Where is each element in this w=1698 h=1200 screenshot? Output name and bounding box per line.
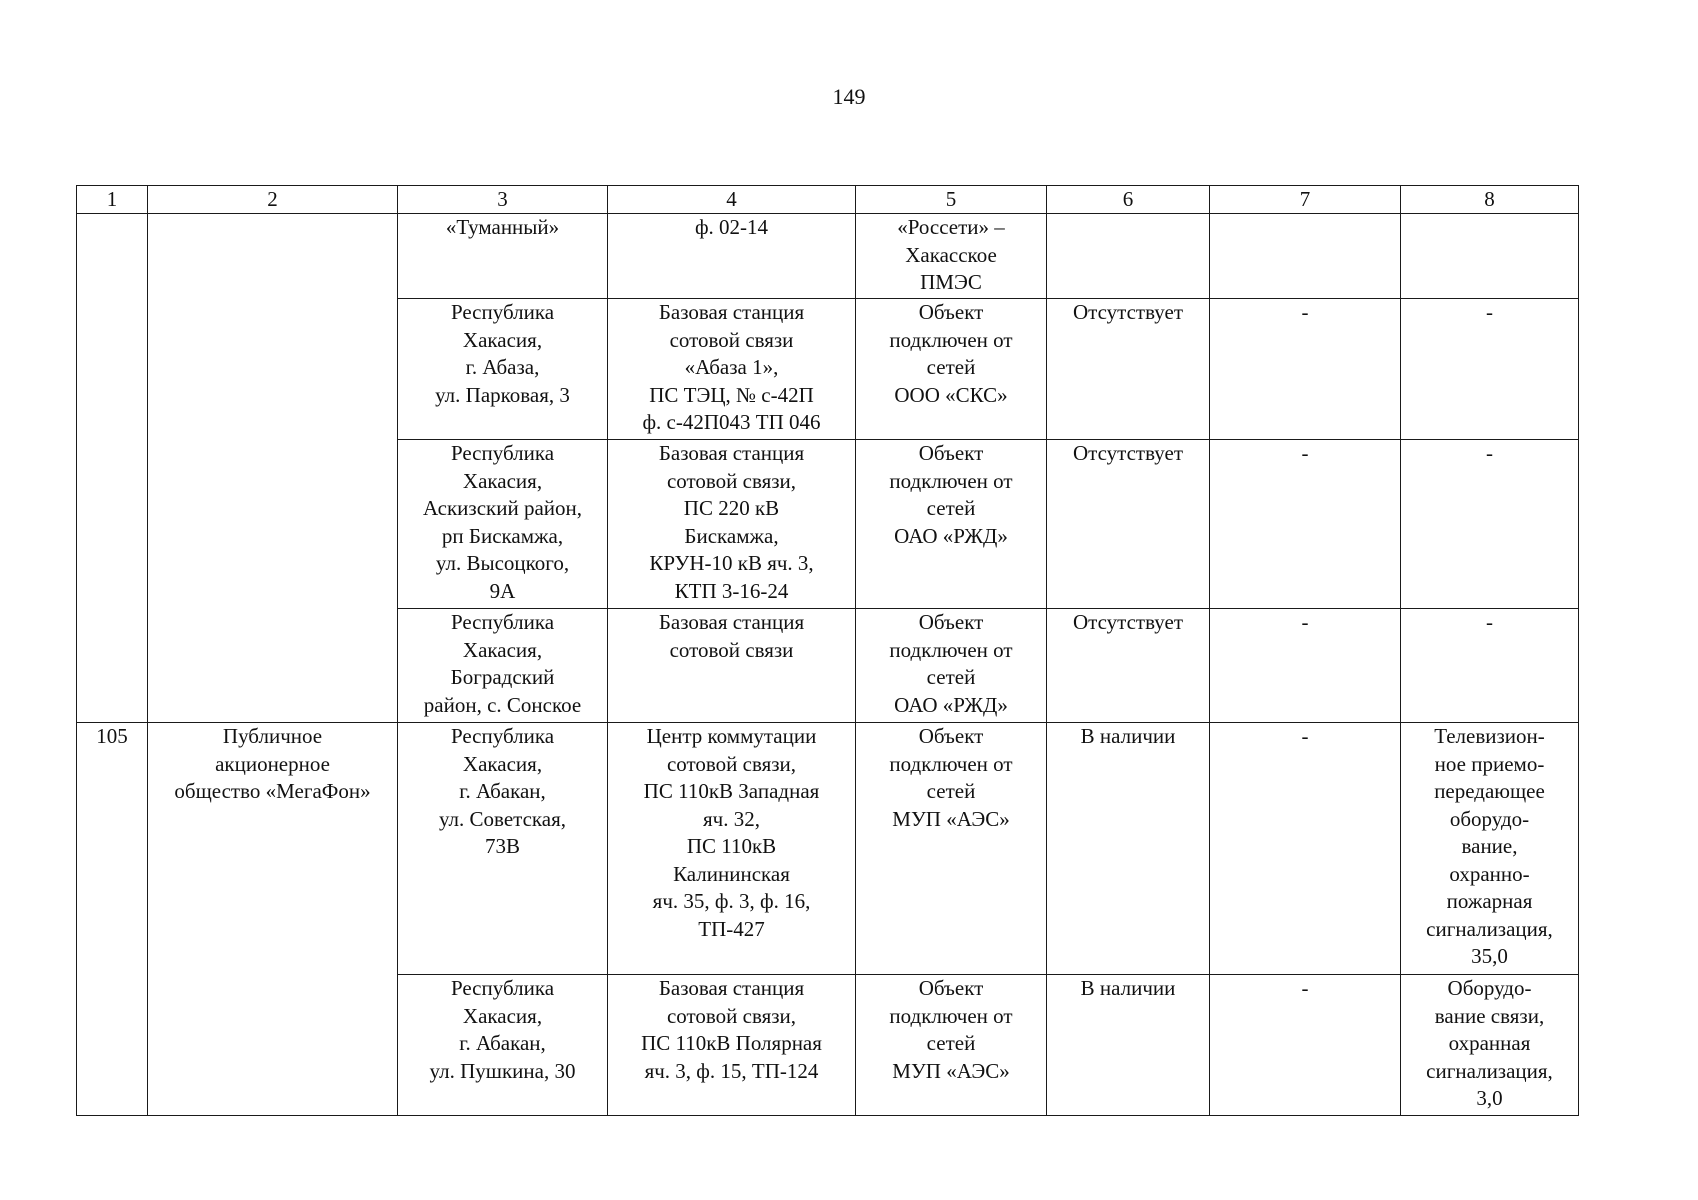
address-cell: Республика Хакасия, г. Абаза, ул. Парковая, 3 [398,299,608,440]
row-number-cell: 105 [77,723,148,1116]
page-number: 149 [832,84,866,109]
reserve-cell: Отсутствует [1047,609,1210,723]
address-cell: Республика Хакасия, Боградский район, с. Сонское [398,609,608,723]
col8-cell: Оборудо- вание связи, охранная сигнализация, 3,0 [1401,975,1579,1116]
header-cell-3: 3 [398,186,608,214]
object-cell: ф. 02-14 [608,214,856,299]
col7-cell: - [1210,723,1401,975]
header-cell-7: 7 [1210,186,1401,214]
col8-cell [1401,214,1579,299]
col7-cell: - [1210,440,1401,609]
col7-cell: - [1210,975,1401,1116]
connection-cell: Объект подключен от сетей МУП «АЭС» [856,723,1047,975]
header-cell-5: 5 [856,186,1047,214]
address-cell: Республика Хакасия, г. Абакан, ул. Советская, 73В [398,723,608,975]
object-cell: Базовая станция сотовой связи «Абаза 1», ПС ТЭЦ, № с-42П ф. с-42П043 ТП 046 [608,299,856,440]
connection-cell: «Россети» – Хакасское ПМЭС [856,214,1047,299]
reserve-cell: Отсутствует [1047,299,1210,440]
reserve-cell: Отсутствует [1047,440,1210,609]
table-row [77,723,1579,975]
object-cell: Базовая станция сотовой связи, ПС 110кВ Полярная яч. 3, ф. 15, ТП-124 [608,975,856,1116]
reserve-cell: В наличии [1047,975,1210,1116]
reserve-cell [1047,214,1210,299]
object-cell: Базовая станция сотовой связи [608,609,856,723]
organization-cell [148,214,398,723]
connection-cell: Объект подключен от сетей ООО «СКС» [856,299,1047,440]
connection-cell: Объект подключен от сетей ОАО «РЖД» [856,440,1047,609]
col8-cell: - [1401,299,1579,440]
header-cell-4: 4 [608,186,856,214]
address-cell: Республика Хакасия, г. Абакан, ул. Пушкина, 30 [398,975,608,1116]
col7-cell: - [1210,609,1401,723]
header-row [77,186,1579,214]
table-row [77,214,1579,299]
header-cell-6: 6 [1047,186,1210,214]
address-cell: «Туманный» [398,214,608,299]
row-number-cell [77,214,148,723]
header-cell-8: 8 [1401,186,1579,214]
reserve-cell: В наличии [1047,723,1210,975]
col8-cell: Телевизион- ное приемо- передающее оборудо- вание, охранно- пожарная сигнализация, 35,0 [1401,723,1579,975]
col7-cell [1210,214,1401,299]
col8-cell: - [1401,609,1579,723]
col7-cell: - [1210,299,1401,440]
address-cell: Республика Хакасия, Аскизский район, рп Бискамжа, ул. Высоцкого, 9А [398,440,608,609]
registry-table [76,185,1579,1116]
object-cell: Центр коммутации сотовой связи, ПС 110кВ Западная яч. 32, ПС 110кВ Калининская яч. 35, ф. 3, ф. 16, ТП-427 [608,723,856,975]
connection-cell: Объект подключен от сетей МУП «АЭС» [856,975,1047,1116]
col8-cell: - [1401,440,1579,609]
header-cell-2: 2 [148,186,398,214]
organization-cell: Публичное акционерное общество «МегаФон» [148,723,398,1116]
object-cell: Базовая станция сотовой связи, ПС 220 кВ Бискамжа, КРУН-10 кВ яч. 3, КТП 3-16-24 [608,440,856,609]
connection-cell: Объект подключен от сетей ОАО «РЖД» [856,609,1047,723]
header-cell-1: 1 [77,186,148,214]
